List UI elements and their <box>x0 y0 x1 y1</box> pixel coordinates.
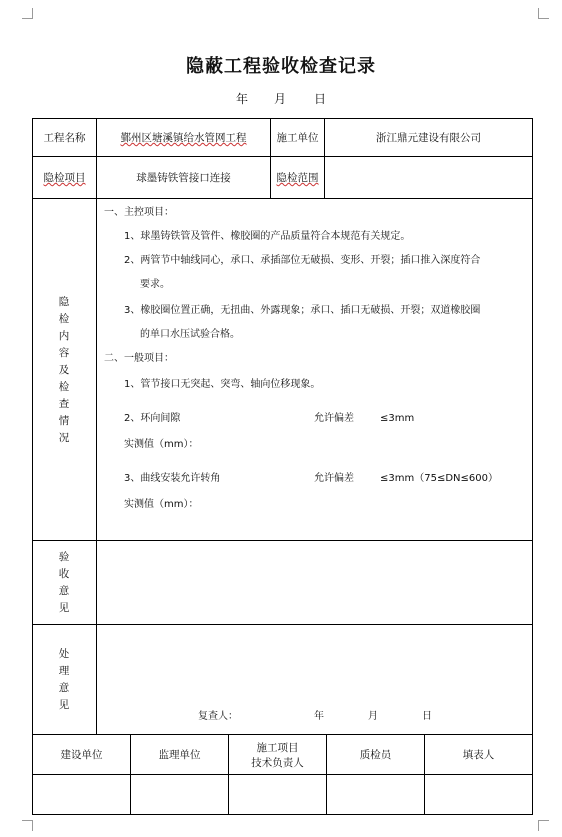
main-item-2b: 要求。 <box>140 279 170 290</box>
label-char: 收 <box>58 568 70 580</box>
sig-header-builder-unit: 建设单位 <box>33 735 131 775</box>
sig-builder-unit-field[interactable] <box>33 775 131 815</box>
document-title: 隐蔽工程验收检查记录 <box>186 56 376 77</box>
sig-header-tech-line2: 技术负责人 <box>251 756 304 769</box>
label-char: 验 <box>58 551 70 563</box>
page-corner-mark <box>538 820 549 831</box>
scope-value[interactable] <box>325 157 533 199</box>
sig-header-tech-lead <box>229 735 327 775</box>
main-item-1: 1、球墨铸铁管及管件、橡胶圈的产品质量符合本规范有关规定。 <box>124 231 411 242</box>
label-char: 理 <box>58 665 70 677</box>
label-char: 情 <box>58 415 70 427</box>
label-char: 内 <box>58 330 70 342</box>
label-char: 意 <box>58 585 70 597</box>
scope-label <box>271 157 325 199</box>
label-char: 意 <box>58 682 70 694</box>
acceptance-content-cell[interactable] <box>97 541 533 625</box>
scope-label-text: 隐检范围 <box>276 172 319 184</box>
date-year: 年 <box>236 92 249 106</box>
recheck-label: 复查人： <box>198 711 238 722</box>
label-char: 见 <box>58 602 70 614</box>
page-corner-mark <box>22 8 33 19</box>
check-item-value[interactable]: 球墨铸铁管接口连接 <box>97 157 271 199</box>
date-month: 月 <box>274 92 287 106</box>
header-table <box>32 118 533 199</box>
handling-vertical-label <box>32 646 96 714</box>
label-char: 检 <box>58 313 70 325</box>
label-char: 况 <box>58 432 70 444</box>
check-item-label-text: 隐检项目 <box>43 172 86 184</box>
sig-quality-inspector-field[interactable] <box>327 775 425 815</box>
sig-header-quality-inspector: 质检员 <box>327 735 425 775</box>
recheck-month: 月 <box>368 711 378 722</box>
project-label: 工程名称 <box>33 119 97 157</box>
sig-header-form-filler: 填表人 <box>425 735 533 775</box>
recheck-year: 年 <box>314 711 324 722</box>
label-char: 隐 <box>58 296 70 308</box>
signature-table <box>32 734 533 815</box>
general-item-2: 2、环向间隙 <box>124 413 181 424</box>
recheck-day: 日 <box>422 711 432 722</box>
general-item-2-tol-label: 允许偏差 <box>314 413 354 424</box>
main-items-heading: 一、主控项目： <box>104 207 174 218</box>
label-char: 处 <box>58 648 70 660</box>
general-item-2-tol-value: ≤3mm <box>380 413 415 424</box>
project-value[interactable] <box>97 119 271 157</box>
general-items-heading: 二、一般项目： <box>104 353 174 364</box>
acceptance-vertical-label <box>32 549 96 617</box>
date-day: 日 <box>314 92 327 106</box>
general-item-1: 1、管节接口无突起、突弯、轴向位移现象。 <box>124 379 321 390</box>
main-item-3a: 3、橡胶圈位置正确，无扭曲、外露现象；承口、插口无破损、开裂；双道橡胶圈 <box>124 305 481 316</box>
body-table <box>32 198 533 735</box>
general-item-3-tol-value: ≤3mm（75≤DN≤600） <box>380 473 498 484</box>
label-char: 见 <box>58 699 70 711</box>
project-value-text: 鄞州区塘溪镇给水管网工程 <box>120 132 247 144</box>
sig-tech-lead-field[interactable] <box>229 775 327 815</box>
sig-supervisor-unit-field[interactable] <box>131 775 229 815</box>
check-item-label <box>33 157 97 199</box>
inspection-vertical-label <box>32 294 96 447</box>
builder-value[interactable]: 浙江鼎元建设有限公司 <box>325 119 533 157</box>
label-char: 查 <box>58 398 70 410</box>
page-corner-mark <box>22 820 33 831</box>
sig-header-supervisor-unit: 监理单位 <box>131 735 229 775</box>
label-char: 及 <box>58 364 70 376</box>
main-item-2a: 2、两管节中轴线同心，承口、承插部位无破损、变形、开裂；插口推入深度符合 <box>124 255 481 266</box>
sig-form-filler-field[interactable] <box>425 775 533 815</box>
general-item-3-measured: 实测值（mm）： <box>124 499 199 510</box>
label-char: 检 <box>58 381 70 393</box>
builder-label: 施工单位 <box>271 119 325 157</box>
general-item-3: 3、曲线安装允许转角 <box>124 473 221 484</box>
label-char: 容 <box>58 347 70 359</box>
inspection-content-cell[interactable] <box>97 199 533 541</box>
sig-header-tech-line1: 施工项目 <box>256 741 299 754</box>
main-item-3b: 的单口水压试验合格。 <box>140 329 240 340</box>
general-item-2-measured: 实测值（mm）： <box>124 439 199 450</box>
general-item-3-tol-label: 允许偏差 <box>314 473 354 484</box>
page-corner-mark <box>538 8 549 19</box>
